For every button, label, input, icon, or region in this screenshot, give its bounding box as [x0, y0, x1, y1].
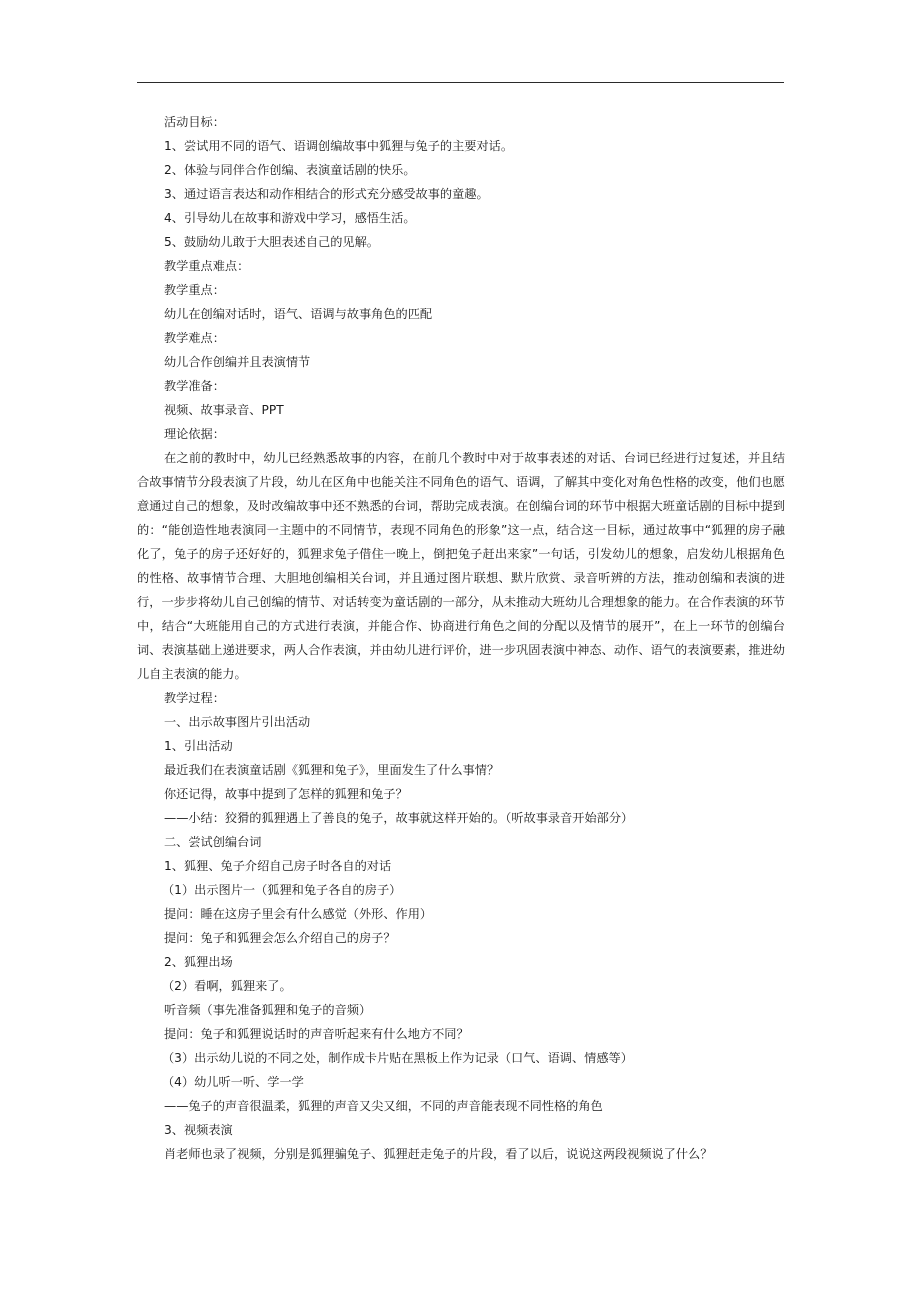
goals-heading: 活动目标： — [164, 115, 225, 129]
process-line: 提问：兔子和狐狸会怎么介绍自己的房子？ — [164, 931, 396, 945]
process-line: 提问：兔子和狐狸说话时的声音听起来有什么地方不同？ — [164, 1027, 469, 1041]
preparation-heading: 教学准备： — [164, 379, 225, 393]
process-summary: ——小结：狡猾的狐狸遇上了善良的兔子，故事就这样开始的。（听故事录音开始部分） — [164, 811, 634, 825]
theory-paragraph: 在之前的教时中，幼儿已经熟悉故事的内容，在前几个教时中对于故事表述的对话、台词已经进行过复述，并且结合故事情节分段表演了片段，幼儿在区角中也能关注不同角色的语气、语调，了解其中变化对角色性格的改变，他们也愿意通过自己的想象，及时改编故事中还不熟悉的台词，帮助完成表演。在创编台词的环节中根据大班童话剧的目标中提到的：“能创造性地表演同一主题中的不同情节，表现不同角色的形象”这一点，结合这一目标，通过故事中“狐狸的房子融化了，兔子的房子还好好的，狐狸求兔子借住一晚上，倒把兔子赶出来家”一句话，引发幼儿的想象，启发幼儿根据角色的性格、故事情节合理、大胆地创编相关台词，并且通过图片联想、默片欣赏、录音听辨的方法，推动创编和表演的进行，一步步将幼儿自己创编的情节、对话转变为童话剧的一部分，从未推动大班幼儿合理想象的能力。在合作表演的环节中，结合“大班能用自己的方式进行表演，并能合作、协商进行角色之间的分配以及情节的展开”，在上一环节的创编台词、表演基础上递进要求，两人合作表演，并由幼儿进行评价，进一步巩固表演中神态、动作、语气的表演要素，推进幼儿自主表演的能力。 — [137, 451, 785, 681]
process-subsection-title: 1、狐狸、兔子介绍自己房子时各自的对话 — [164, 859, 392, 873]
process-summary: ——兔子的声音很温柔，狐狸的声音又尖又细，不同的声音能表现不同性格的角色 — [164, 1099, 603, 1113]
process-line: （3）出示幼儿说的不同之处，制作成卡片贴在黑板上作为记录（口气、语调、情感等） — [162, 1051, 633, 1065]
process-subsection-title: 2、狐狸出场 — [164, 955, 233, 969]
goal-item: 2、体验与同伴合作创编、表演童话剧的快乐。 — [164, 163, 416, 177]
theory-heading: 理论依据： — [164, 427, 225, 441]
process-subsection-title: 1、引出活动 — [164, 739, 233, 753]
focus-label: 教学重点： — [164, 283, 225, 297]
document-body — [137, 110, 785, 1166]
goal-item: 1、尝试用不同的语气、语调创编故事中狐狸与兔子的主要对话。 — [164, 139, 514, 153]
process-line: （1）出示图片一（狐狸和兔子各自的房子） — [162, 883, 402, 897]
process-line: 提问：睡在这房子里会有什么感觉（外形、作用） — [164, 907, 433, 921]
process-subsection-title: 3、视频表演 — [164, 1123, 233, 1137]
header-rule — [137, 82, 784, 83]
difficulty-label: 教学难点： — [164, 331, 225, 345]
goal-item: 4、引导幼儿在故事和游戏中学习，感悟生活。 — [164, 211, 416, 225]
preparation-text: 视频、故事录音、PPT — [164, 403, 284, 417]
process-section-title: 一、出示故事图片引出活动 — [164, 715, 311, 729]
process-section-title: 二、尝试创编台词 — [164, 835, 262, 849]
goal-item: 3、通过语言表达和动作相结合的形式充分感受故事的童趣。 — [164, 187, 489, 201]
process-line: 最近我们在表演童话剧《狐狸和兔子》，里面发生了什么事情？ — [164, 763, 500, 777]
key-points-heading: 教学重点难点： — [164, 259, 250, 273]
process-line: 听音频（事先准备狐狸和兔子的音频） — [164, 1003, 372, 1017]
difficulty-text: 幼儿合作创编并且表演情节 — [164, 355, 311, 369]
goal-item: 5、鼓励幼儿敢于大胆表述自己的见解。 — [164, 235, 379, 249]
process-line: 你还记得，故事中提到了怎样的狐狸和兔子？ — [164, 787, 408, 801]
process-heading: 教学过程： — [164, 691, 225, 705]
process-line: （4）幼儿听一听、学一学 — [162, 1075, 304, 1089]
process-line: 肖老师也录了视频，分别是狐狸骗兔子、狐狸赶走兔子的片段，看了以后，说说这两段视频说了什么？ — [164, 1147, 713, 1161]
focus-text: 幼儿在创编对话时，语气、语调与故事角色的匹配 — [164, 307, 433, 321]
process-line: （2）看啊，狐狸来了。 — [162, 979, 292, 993]
